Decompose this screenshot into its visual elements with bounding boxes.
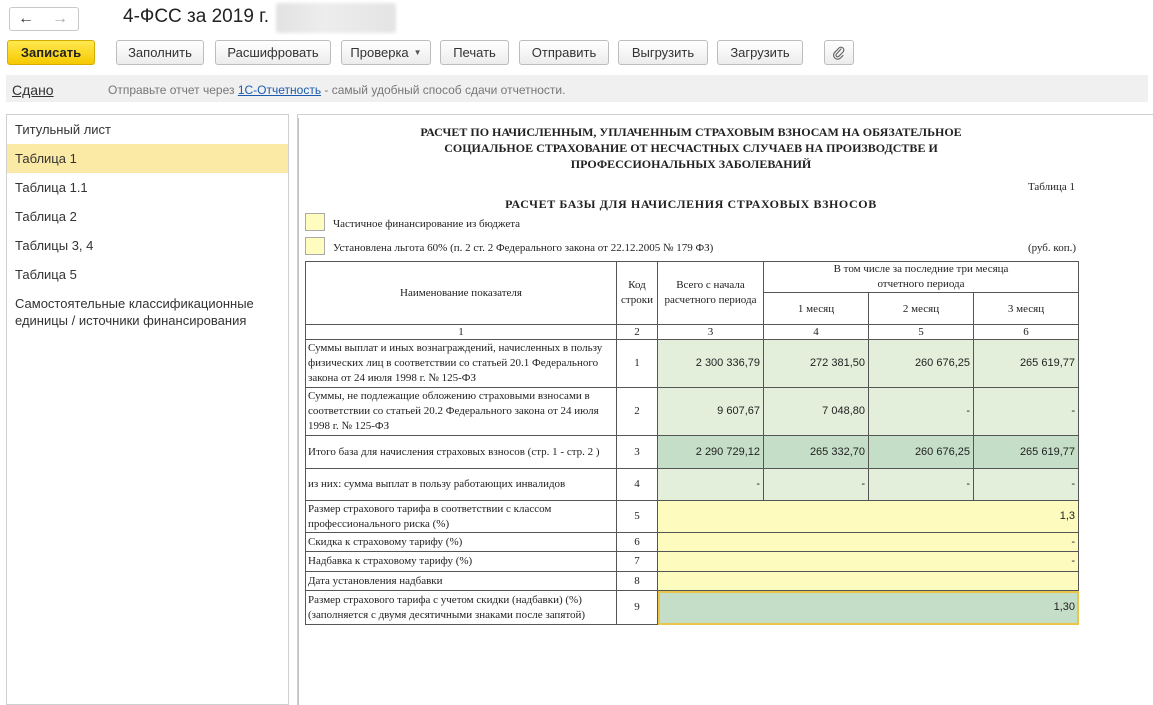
col-number: 1 (306, 325, 617, 340)
arrow-right-icon: → (52, 10, 68, 27)
form-left-border (298, 118, 299, 705)
row-name: Скидка к страховому тарифу (%) (306, 533, 617, 552)
header-month-1: 1 месяц (764, 293, 869, 325)
cell-total: 2 290 729,12 (658, 436, 764, 469)
table-row (306, 388, 1079, 436)
cell-month-3[interactable]: - (974, 469, 1079, 501)
nav-item-table-1[interactable]: Таблица 1 (7, 144, 288, 173)
row-name: Суммы, не подлежащие обложению страховыми взносами в соответствии со статьей 20.2 Федерального закона от 24 июля 1998 г. № 125-ФЗ (306, 388, 617, 436)
cell-tariff-final[interactable]: 1,30 (658, 591, 1079, 625)
table-row (306, 533, 1079, 552)
benefit-60-checkbox[interactable] (305, 237, 325, 255)
table-row (306, 436, 1079, 469)
form-heading: РАСЧЕТ ПО НАЧИСЛЕННЫМ, УПЛАЧЕННЫМ СТРАХОВЫМ ВЗНОСАМ НА ОБЯЗАТЕЛЬНОЕ СОЦИАЛЬНОЕ СТРАХОВАНИЕ ОТ НЕСЧАСТНЫХ СЛУЧАЕВ НА ПРОИЗВОДСТВЕ И ПРОФЕССИОНАЛЬНЫХ ЗАБОЛЕВАНИЙ (420, 125, 962, 171)
section-navigation (6, 114, 289, 705)
row-code: 2 (617, 388, 658, 436)
cell-month-2[interactable]: - (869, 469, 974, 501)
info-text-after: - самый удобный способ сдачи отчетности. (321, 83, 566, 97)
save-button[interactable]: Записать (7, 40, 95, 65)
fill-button[interactable]: Заполнить (116, 40, 204, 65)
row-name: Суммы выплат и иных вознаграждений, начисленных в пользу физических лиц в соответствии со статьей 20.1 Федерального закона от 24 июля 1998 г. № 125-ФЗ (306, 340, 617, 388)
cell-total[interactable]: 9 607,67 (658, 388, 764, 436)
back-button[interactable] (9, 7, 43, 31)
header-total: Всего с начала расчетного периода (658, 262, 764, 325)
dropdown-arrow-icon: ▼ (413, 48, 422, 57)
document-title: 4-ФСС за 2019 г. (123, 6, 270, 27)
status-link[interactable]: Сдано (12, 82, 54, 98)
table-row (306, 572, 1079, 591)
row-code: 9 (617, 591, 658, 625)
col-number: 3 (658, 325, 764, 340)
row-name: Итого база для начисления страховых взносов (стр. 1 - стр. 2 ) (306, 436, 617, 469)
attach-button[interactable] (824, 40, 854, 65)
nav-item-table-1-1[interactable]: Таблица 1.1 (15, 180, 88, 195)
cell-month-2: 260 676,25 (869, 436, 974, 469)
table-row (306, 469, 1079, 501)
cell-total[interactable]: 2 300 336,79 (658, 340, 764, 388)
table-label: Таблица 1 (1027, 181, 1075, 193)
cell-tariff-discount[interactable]: - (658, 533, 1079, 552)
col-number: 5 (869, 325, 974, 340)
info-bar (6, 75, 1148, 102)
cell-month-3[interactable]: - (974, 388, 1079, 436)
reporting-link[interactable]: 1С-Отчетность (237, 83, 322, 97)
info-message (108, 83, 565, 97)
header-month-3: 3 месяц (974, 293, 1079, 325)
nav-item-table-5[interactable]: Таблица 5 (15, 267, 77, 282)
decode-button[interactable]: Расшифровать (215, 40, 331, 65)
form-subheading: РАСЧЕТ БАЗЫ ДЛЯ НАЧИСЛЕНИЯ СТРАХОВЫХ ВЗНОСОВ (505, 197, 877, 211)
cell-month-2[interactable]: 260 676,25 (869, 340, 974, 388)
paperclip-icon (833, 46, 845, 60)
column-numbers-row (306, 325, 1079, 340)
partial-budget-checkbox[interactable] (305, 213, 325, 231)
partial-budget-label: Частичное финансирование из бюджета (333, 218, 521, 230)
col-number: 6 (974, 325, 1079, 340)
cell-surcharge-date[interactable] (658, 572, 1079, 591)
col-number: 2 (617, 325, 658, 340)
table-row (306, 340, 1079, 388)
cell-month-1[interactable]: 7 048,80 (764, 388, 869, 436)
row-name: из них: сумма выплат в пользу работающих инвалидов (306, 469, 617, 501)
header-month-2: 2 месяц (869, 293, 974, 325)
export-button[interactable]: Выгрузить (618, 40, 708, 65)
arrow-left-icon: ← (18, 10, 34, 27)
header-code: Код строки (617, 262, 658, 325)
import-button[interactable]: Загрузить (717, 40, 803, 65)
row-name: Надбавка к страховому тарифу (%) (306, 552, 617, 572)
row-name: Размер страхового тарифа с учетом скидки (надбавки) (%) (заполняется с двумя десятичными знаками после запятой) (306, 591, 617, 625)
check-button-label: Проверка (350, 45, 409, 60)
cell-month-2[interactable]: - (869, 388, 974, 436)
blurred-organization-name (276, 3, 396, 33)
row-code: 4 (617, 469, 658, 501)
cell-tariff-surcharge[interactable]: - (658, 552, 1079, 572)
header-last-three-months: В том числе за последние три месяца отчетного периода (764, 262, 1079, 293)
nav-item-classification-units[interactable]: Самостоятельные классификационные единицы / источники финансирования (15, 296, 254, 328)
info-text-before: Отправьте отчет через (108, 83, 238, 97)
cell-month-3[interactable]: 265 619,77 (974, 340, 1079, 388)
row-code: 8 (617, 572, 658, 591)
cell-tariff-rate[interactable]: 1,3 (658, 501, 1079, 533)
send-button[interactable]: Отправить (519, 40, 609, 65)
row-name: Дата установления надбавки (306, 572, 617, 591)
table-row (306, 501, 1079, 533)
row-code: 5 (617, 501, 658, 533)
cell-month-3: 265 619,77 (974, 436, 1079, 469)
row-code: 6 (617, 533, 658, 552)
forward-button[interactable] (42, 7, 79, 31)
check-dropdown-button[interactable] (341, 40, 431, 65)
col-number: 4 (764, 325, 869, 340)
benefit-60-label: Установлена льгота 60% (п. 2 ст. 2 Федерального закона от 22.12.2005 № 179 ФЗ) (333, 242, 714, 254)
nav-item-title-page[interactable]: Титульный лист (15, 122, 112, 137)
table-row (306, 552, 1079, 572)
table-row (306, 591, 1079, 625)
units-label: (руб. коп.) (1027, 242, 1076, 254)
insurance-base-table (305, 261, 1079, 625)
row-code: 1 (617, 340, 658, 388)
row-name: Размер страхового тарифа в соответствии с классом профессионального риска (%) (306, 501, 617, 533)
row-code: 3 (617, 436, 658, 469)
nav-item-table-2[interactable]: Таблица 2 (15, 209, 77, 224)
cell-total[interactable]: - (658, 469, 764, 501)
nav-item-tables-3-4[interactable]: Таблицы 3, 4 (15, 238, 94, 253)
table-header-row (306, 262, 1079, 293)
cell-month-1: 265 332,70 (764, 436, 869, 469)
print-button[interactable]: Печать (440, 40, 509, 65)
row-code: 7 (617, 552, 658, 572)
cell-month-1[interactable]: 272 381,50 (764, 340, 869, 388)
cell-month-1[interactable]: - (764, 469, 869, 501)
header-name: Наименование показателя (306, 262, 617, 325)
